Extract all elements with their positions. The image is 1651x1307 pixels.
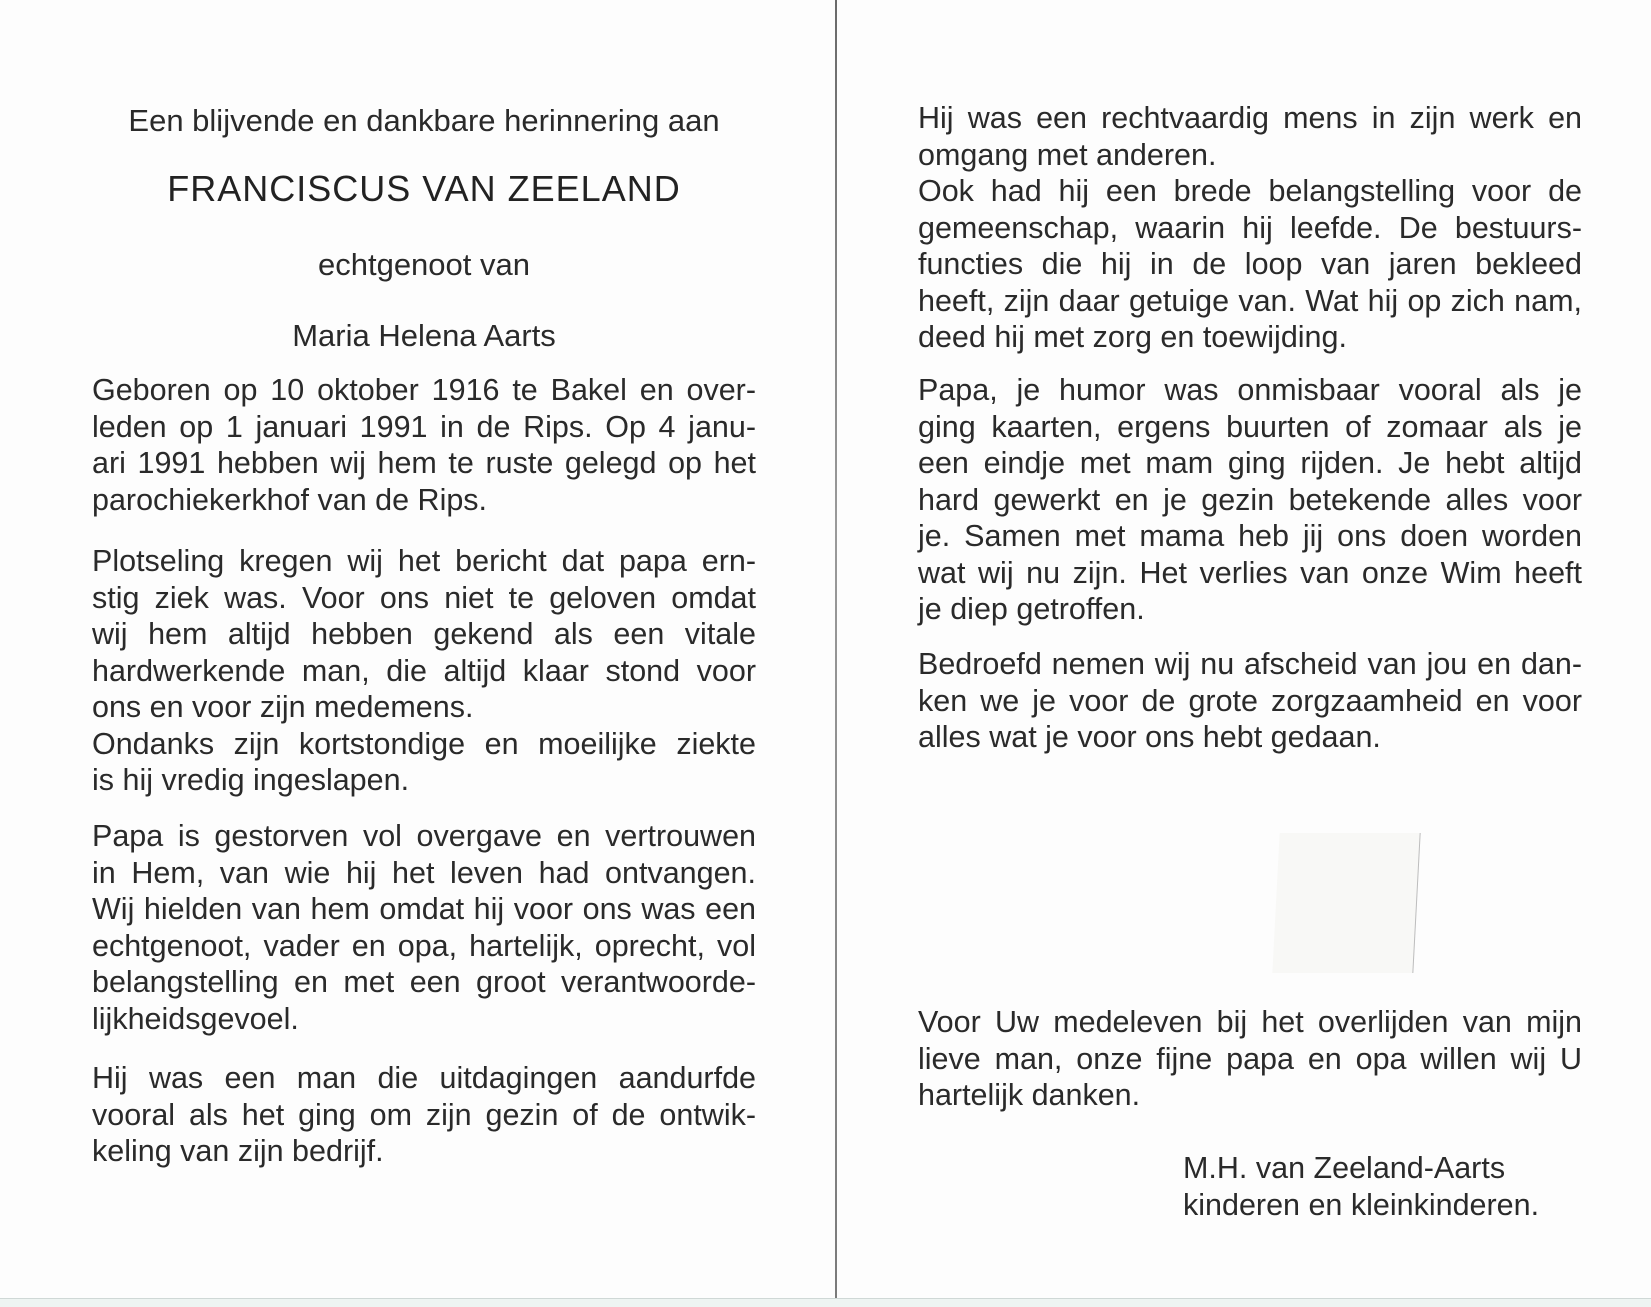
signature-line: M.H. van Zeeland-Aarts	[1183, 1151, 1506, 1185]
text-line: alles wat je voor ons hebt gedaan.	[918, 720, 1381, 754]
paragraph-challenges	[92, 1060, 756, 1170]
text-line: Bedroefd nemen wij nu afscheid van jou en dan-	[918, 647, 1582, 681]
photo-placeholder	[1272, 833, 1420, 973]
deceased-name: FRANCISCUS VAN ZEELAND	[167, 168, 681, 209]
text-line: Papa is gestorven vol overgave en vertrouwen	[92, 819, 756, 853]
spouse-name: Maria Helena Aarts	[292, 318, 556, 353]
text-line: leden op 1 januari 1991 in de Rips. Op 4 janu-	[92, 409, 756, 444]
paragraph-illness	[92, 543, 756, 799]
text-line: ken we je voor de grote zorgzaamheid en voor	[918, 683, 1582, 718]
text-line: ari 1991 hebben wij hem te ruste gelegd op het	[92, 446, 756, 480]
left-panel	[92, 0, 756, 1307]
text-line: lieve man, onze fijne papa en opa willen wij U	[918, 1041, 1582, 1076]
intro-text: Een blijvende en dankbare herinnering aan	[128, 103, 720, 138]
paragraph-character	[918, 100, 1582, 356]
text-line: keling van zijn bedrijf.	[92, 1134, 384, 1168]
text-line: in Hem, van wie hij het leven had ontvangen.	[92, 855, 756, 890]
text-line: Geboren op 10 oktober 1916 te Bakel en over-	[92, 373, 756, 407]
text-line: is hij vredig ingeslapen.	[92, 763, 410, 797]
text-line: lijkheidsgevoel.	[92, 1001, 299, 1036]
text-line: wat wij nu zijn. Het verlies van onze Wim heeft	[918, 555, 1582, 590]
text-line: functies die hij in de loop van jaren bekleed	[918, 247, 1582, 281]
card-fold	[835, 0, 837, 1307]
signature-line: kinderen en kleinkinderen.	[1183, 1187, 1540, 1222]
text-line: Wij hielden van hem omdat hij voor ons was een	[92, 892, 756, 926]
text-line: je. Samen met mama heb jij ons doen worden	[918, 519, 1582, 553]
spouse-of-text: echtgenoot van	[317, 247, 530, 282]
text-line: wij hem altijd hebben gekend als een vitale	[92, 617, 756, 651]
text-line: Plotseling kregen wij het bericht dat papa ern-	[92, 544, 756, 578]
text-line: belangstelling en met een groot verantwoorde-	[92, 965, 756, 999]
paragraph-humor	[918, 372, 1582, 628]
text-line: je diep getroffen.	[918, 592, 1145, 626]
text-line: Voor Uw medeleven bij het overlijden van mijn	[918, 1005, 1582, 1039]
paragraph-faith	[92, 818, 756, 1037]
text-line: een eindje met mam ging rijden. Je hebt altijd	[918, 446, 1582, 480]
text-line: Ondanks zijn kortstondige en moeilijke ziekte	[92, 726, 756, 761]
text-line: Ook had hij een brede belangstelling voor de	[918, 174, 1582, 208]
paragraph-thanks	[918, 1004, 1582, 1114]
text-line: ging kaarten, ergens buurten of zomaar als je	[918, 409, 1582, 444]
text-line: ons en voor zijn medemens.	[92, 690, 474, 724]
text-line: vooral als het ging om zijn gezin of de ontwik-	[92, 1097, 756, 1132]
text-line: omgang met anderen.	[918, 137, 1217, 172]
text-line: Papa, je humor was onmisbaar vooral als je	[918, 373, 1582, 407]
text-line: gemeenschap, waarin hij leefde. De bestuurs-	[918, 210, 1582, 245]
text-line: stig ziek was. Voor ons niet te geloven omdat	[92, 580, 756, 615]
right-panel	[918, 0, 1582, 1307]
text-line: hard gewerkt en je gezin betekende alles voor	[918, 482, 1582, 517]
text-line: Hij was een man die uitdagingen aandurfde	[92, 1061, 756, 1095]
paragraph-birth-death	[92, 372, 756, 518]
text-line: heeft, zijn daar getuige van. Wat hij op zich nam,	[918, 283, 1582, 318]
signature-block	[1183, 1150, 1539, 1223]
text-line: deed hij met zorg en toewijding.	[918, 320, 1347, 354]
text-line: hartelijk danken.	[918, 1078, 1141, 1112]
text-line: echtgenoot, vader en opa, hartelijk, oprecht, vol	[92, 928, 756, 963]
text-line: Hij was een rechtvaardig mens in zijn werk en	[918, 101, 1582, 135]
text-line: parochiekerkhof van de Rips.	[92, 482, 488, 517]
paragraph-farewell	[918, 646, 1582, 756]
text-line: hardwerkende man, die altijd klaar stond voor	[92, 653, 756, 688]
